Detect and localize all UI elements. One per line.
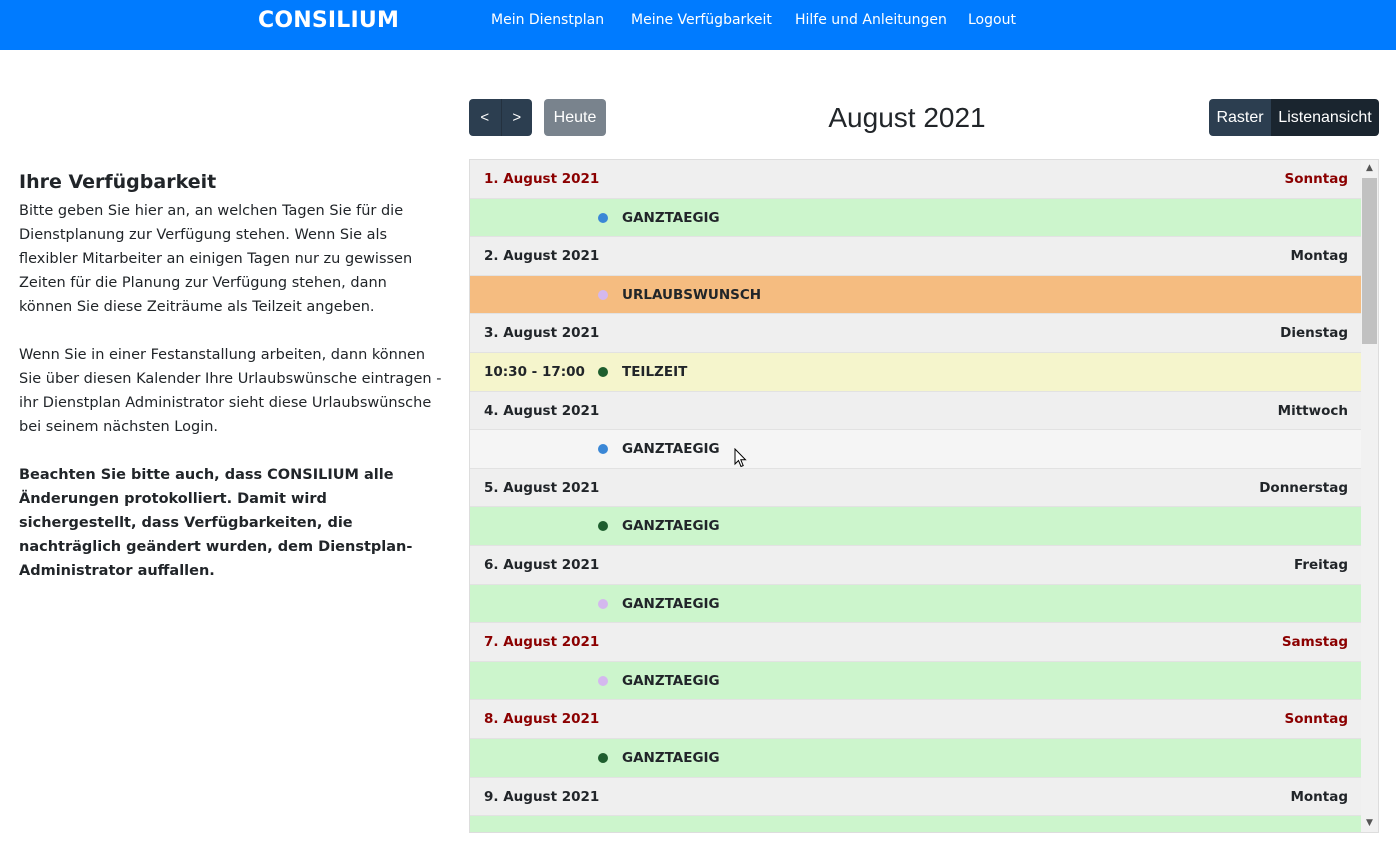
day-date[interactable]: 1. August 2021 [484,171,600,187]
day-date[interactable]: 3. August 2021 [484,325,600,342]
event-dot-icon [598,753,608,763]
day-header-row [470,700,1362,739]
day-date[interactable]: 5. August 2021 [484,479,600,496]
info-panel [19,171,443,607]
event-row[interactable] [470,276,1362,315]
event-title: GANZTAEGIG [622,441,720,458]
day-date[interactable]: 4. August 2021 [484,402,600,419]
info-heading: Ihre Verfügbarkeit [19,171,217,193]
view-switch-group [1209,99,1379,136]
day-date[interactable]: 7. August 2021 [484,634,600,651]
today-button[interactable]: Heute [544,99,606,136]
event-title: GANZTAEGIG [622,518,720,535]
list-scrollbar[interactable] [1361,160,1378,832]
event-title: GANZTAEGIG [622,749,720,766]
info-paragraph-1: Bitte geben Sie hier an, an welchen Tagen Sie für die Dienstplanung zur Verfügung stehen. Wenn Sie als flexibler Mitarbeiter an einigen Tagen nur zu gewissen Zeiten für die Planung zur Verfügung stehen, dann können Sie diese Zeiträume als Teilzeit angeben. [19,203,413,315]
event-title: GANZTAEGIG [622,595,720,612]
list-view-button[interactable]: Listenansicht [1271,99,1379,136]
calendar-title: August 2021 [828,102,986,133]
next-month-button[interactable]: > [501,99,533,136]
event-dot-icon [598,599,608,609]
event-dot-icon [598,367,608,377]
event-dot-icon [598,676,608,686]
mouse-cursor-icon [734,448,748,468]
day-weekday[interactable]: Samstag [1281,634,1348,651]
event-row[interactable] [470,739,1362,778]
event-row[interactable] [470,353,1362,392]
prev-next-group [469,99,532,136]
scroll-up-icon[interactable]: ▲ [1366,163,1373,173]
day-header-row [470,778,1362,817]
event-row[interactable] [470,816,1362,832]
day-date[interactable]: 8. August 2021 [484,711,600,728]
calendar-list[interactable] [470,160,1362,832]
event-row[interactable] [470,507,1362,546]
day-weekday[interactable]: Montag [1290,248,1348,265]
event-title: URLAUBSWUNSCH [622,286,762,303]
day-header-row [470,237,1362,276]
prev-month-button[interactable]: < [480,109,490,126]
day-weekday[interactable]: Dienstag [1280,325,1348,342]
day-header-row [470,392,1362,431]
day-header-row [470,469,1362,508]
day-weekday[interactable]: Freitag [1293,556,1348,573]
event-dot-icon [598,521,608,531]
day-weekday[interactable]: Montag [1290,788,1348,805]
day-weekday[interactable]: Mittwoch [1277,402,1348,419]
navbar [0,0,1396,50]
day-date[interactable]: 9. August 2021 [484,788,600,805]
scroll-thumb[interactable] [1362,178,1377,344]
day-header-row [470,160,1362,199]
nav-link-meine-verfuegbarkeit[interactable]: Meine Verfügbarkeit [631,12,772,28]
scroll-down-icon[interactable]: ▼ [1366,818,1373,828]
day-date[interactable]: 6. August 2021 [484,556,600,573]
event-row[interactable] [470,199,1362,238]
day-weekday[interactable]: Sonntag [1284,711,1348,728]
day-header-row [470,546,1362,585]
event-row[interactable] [470,662,1362,701]
event-row[interactable] [470,430,1362,469]
event-title: TEILZEIT [622,363,688,380]
day-header-row [470,623,1362,662]
nav-link-mein-dienstplan[interactable]: Mein Dienstplan [491,12,605,28]
event-time: 10:30 - 17:00 [484,363,585,380]
day-weekday[interactable]: Donnerstag [1259,479,1348,496]
day-date[interactable]: 2. August 2021 [484,248,600,265]
calendar-list-view [469,159,1379,833]
event-row[interactable] [470,585,1362,624]
event-title: GANZTAEGIG [622,209,720,226]
event-dot-icon [598,290,608,300]
event-dot-icon [598,213,608,223]
event-title: GANZTAEGIG [622,672,720,689]
grid-view-button[interactable]: Raster [1209,99,1271,136]
nav-link-logout[interactable]: Logout [968,12,1016,28]
day-weekday[interactable]: Sonntag [1284,171,1348,187]
day-header-row [470,314,1362,353]
brand-logo[interactable]: CONSILIUM [258,8,400,33]
nav-link-hilfe[interactable]: Hilfe und Anleitungen [795,12,947,28]
event-dot-icon [598,444,608,454]
info-paragraph-2: Wenn Sie in einer Festanstallung arbeiten, dann können Sie über diesen Kalender Ihre Urlaubswünsche eintragen - ihr Dienstplan Administrator sieht diese Urlaubswünsche bei seinem nächsten Login. [19,347,442,435]
info-paragraph-3: Beachten Sie bitte auch, dass CONSILIUM alle Änderungen protokolliert. Damit wird sichergestellt, dass Verfügbarkeiten, die nachträglich geändert wurden, dem Dienstplan-Administrator auffallen. [19,467,413,579]
